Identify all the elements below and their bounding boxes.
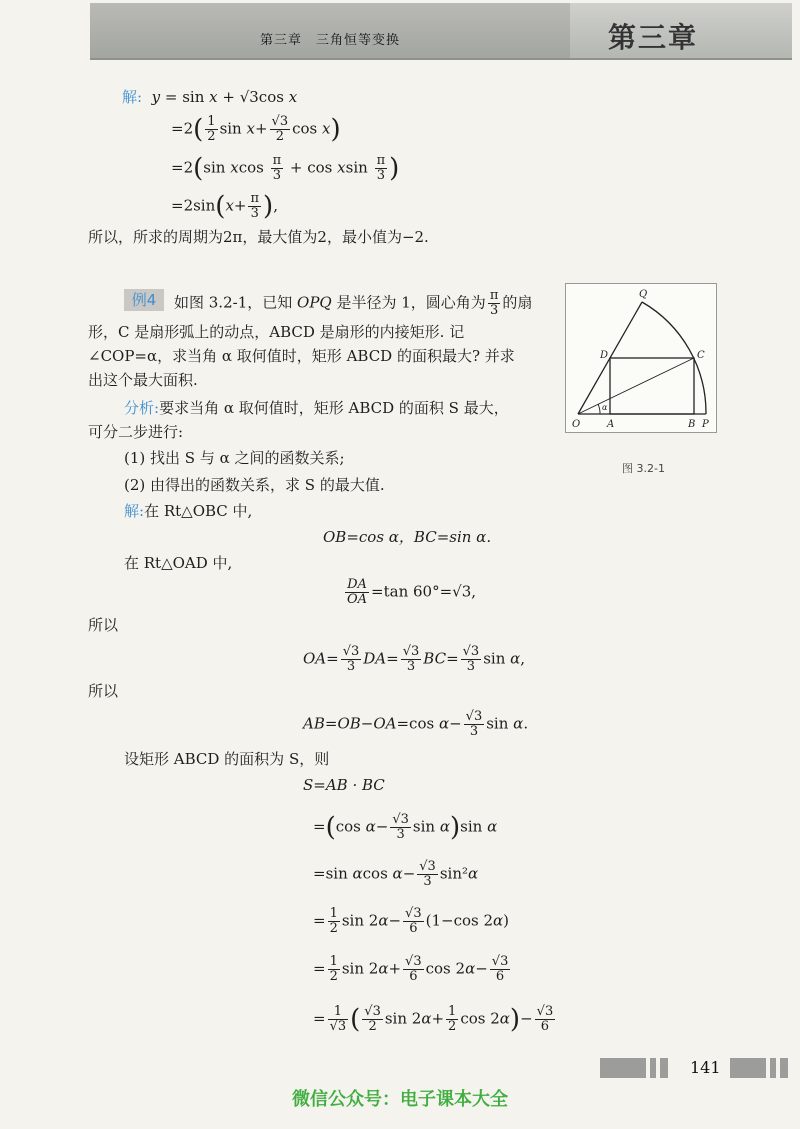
label-a: A (607, 419, 615, 430)
example4-tag: 例4 (124, 289, 164, 311)
analysis-step1: (1) 找出 S 与 α 之间的函数关系; (124, 449, 345, 467)
figure-caption: 图 3.2-1 (622, 462, 665, 475)
example4-line1: 如图 3.2-1，已知 OPQ 是半径为 1，圆心角为 $\frac{\pi}{3}$ 的扇 (174, 288, 533, 318)
so-label-1: 所以 (88, 616, 119, 634)
solution2-label: 解: (124, 502, 145, 520)
header-title: 第三章 三角恒等变换 (260, 33, 401, 48)
solution1-conclusion: 所以，所求的周期为2π，最大值为2，最小值为−2. (88, 228, 429, 246)
eq-ab: AB=OB−OA=cos α− $\frac{√3}{3}$ sin α. (303, 709, 529, 739)
segment-oc (578, 358, 694, 414)
label-d: D (600, 350, 609, 361)
eq-oa: OA= $\frac{√3}{3}$ DA= $\frac{√3}{3}$ BC= $\frac{√3}{3}$ sin α, (303, 644, 526, 674)
solution2-line2: 在 Rt△OAD 中, (124, 554, 233, 572)
eq-s-step2: =sin αcos α− $\frac{√3}{3}$ sin²α (313, 859, 479, 889)
label-o: O (572, 419, 581, 430)
page-number: 141 (690, 1058, 721, 1077)
analysis-line2: 可分二步进行: (88, 423, 184, 441)
angle-alpha-arc (598, 404, 600, 414)
solution1-line1: 解: y = sin x + √3cos x (122, 88, 298, 106)
eq-ob-bc: OB=cos α，BC=sin α. (323, 528, 492, 546)
example4-line3: ∠COP=α，求当角 α 取何值时，矩形 ABCD 的面积最大? 并求 (88, 347, 515, 365)
solution1-line2: =2( $\frac{1}{2}$ sin x+ $\frac{√3}{2}$ cos x) (171, 114, 341, 145)
eq-tan: $\frac{DA}{OA}$ =tan 60°=√3, (347, 577, 477, 607)
set-area-line: 设矩形 ABCD 的面积为 S，则 (124, 750, 330, 768)
analysis-step2: (2) 由得出的函数关系，求 S 的最大值. (124, 476, 385, 494)
eq-s-step4: = $\frac{1}{2}$ sin 2α+ $\frac{√3}{6}$ cos 2α− $\frac{√3}{6}$ (313, 954, 509, 984)
eq-s-step5: = $\frac{1}{√3}$ ( $\frac{√3}{2}$ sin 2α+ $\frac{1}{2}$ cos 2α)− $\frac{√3}{6}$ (313, 1004, 554, 1035)
example4-line4: 出这个最大面积. (88, 371, 198, 389)
label-c: C (697, 350, 705, 361)
header-chapter-label: 第三章 (608, 21, 699, 54)
figure-3-2-1 (565, 283, 717, 433)
solution1-line4: =2sin(x+ $\frac{\pi}{3}$ ), (171, 191, 278, 222)
watermark-text: 微信公众号：电子课本大全 (292, 1089, 508, 1110)
example4-line2: 形，C 是扇形弧上的动点，ABCD 是扇形的内接矩形. 记 (88, 323, 465, 341)
label-p: P (702, 419, 709, 430)
label-b: B (688, 419, 696, 430)
label-q: Q (639, 289, 648, 300)
solution1-line3: =2(sin xcos $\frac{\pi}{3}$ + cos xsin $\frac{\pi}{3}$ ) (171, 153, 400, 184)
label-alpha: α (602, 403, 608, 412)
analysis-line1: 分析:要求当角 α 取何值时，矩形 ABCD 的面积 S 最大， (124, 399, 509, 417)
rectangle-abcd (610, 358, 694, 414)
eq-s-step3: = $\frac{1}{2}$ sin 2α− $\frac{√3}{6}$ (1−cos 2α) (313, 906, 510, 936)
solution1-label: 解: (122, 88, 143, 106)
so-label-2: 所以 (88, 682, 119, 700)
analysis-label: 分析: (124, 399, 160, 417)
eq-s: S=AB · BC (303, 776, 385, 794)
solution2-line1: 解:在 Rt△OBC 中, (124, 502, 253, 520)
eq-s-step1: =(cos α− $\frac{√3}{3}$ sin α)sin α (313, 812, 498, 843)
sector-diagram (566, 284, 716, 432)
